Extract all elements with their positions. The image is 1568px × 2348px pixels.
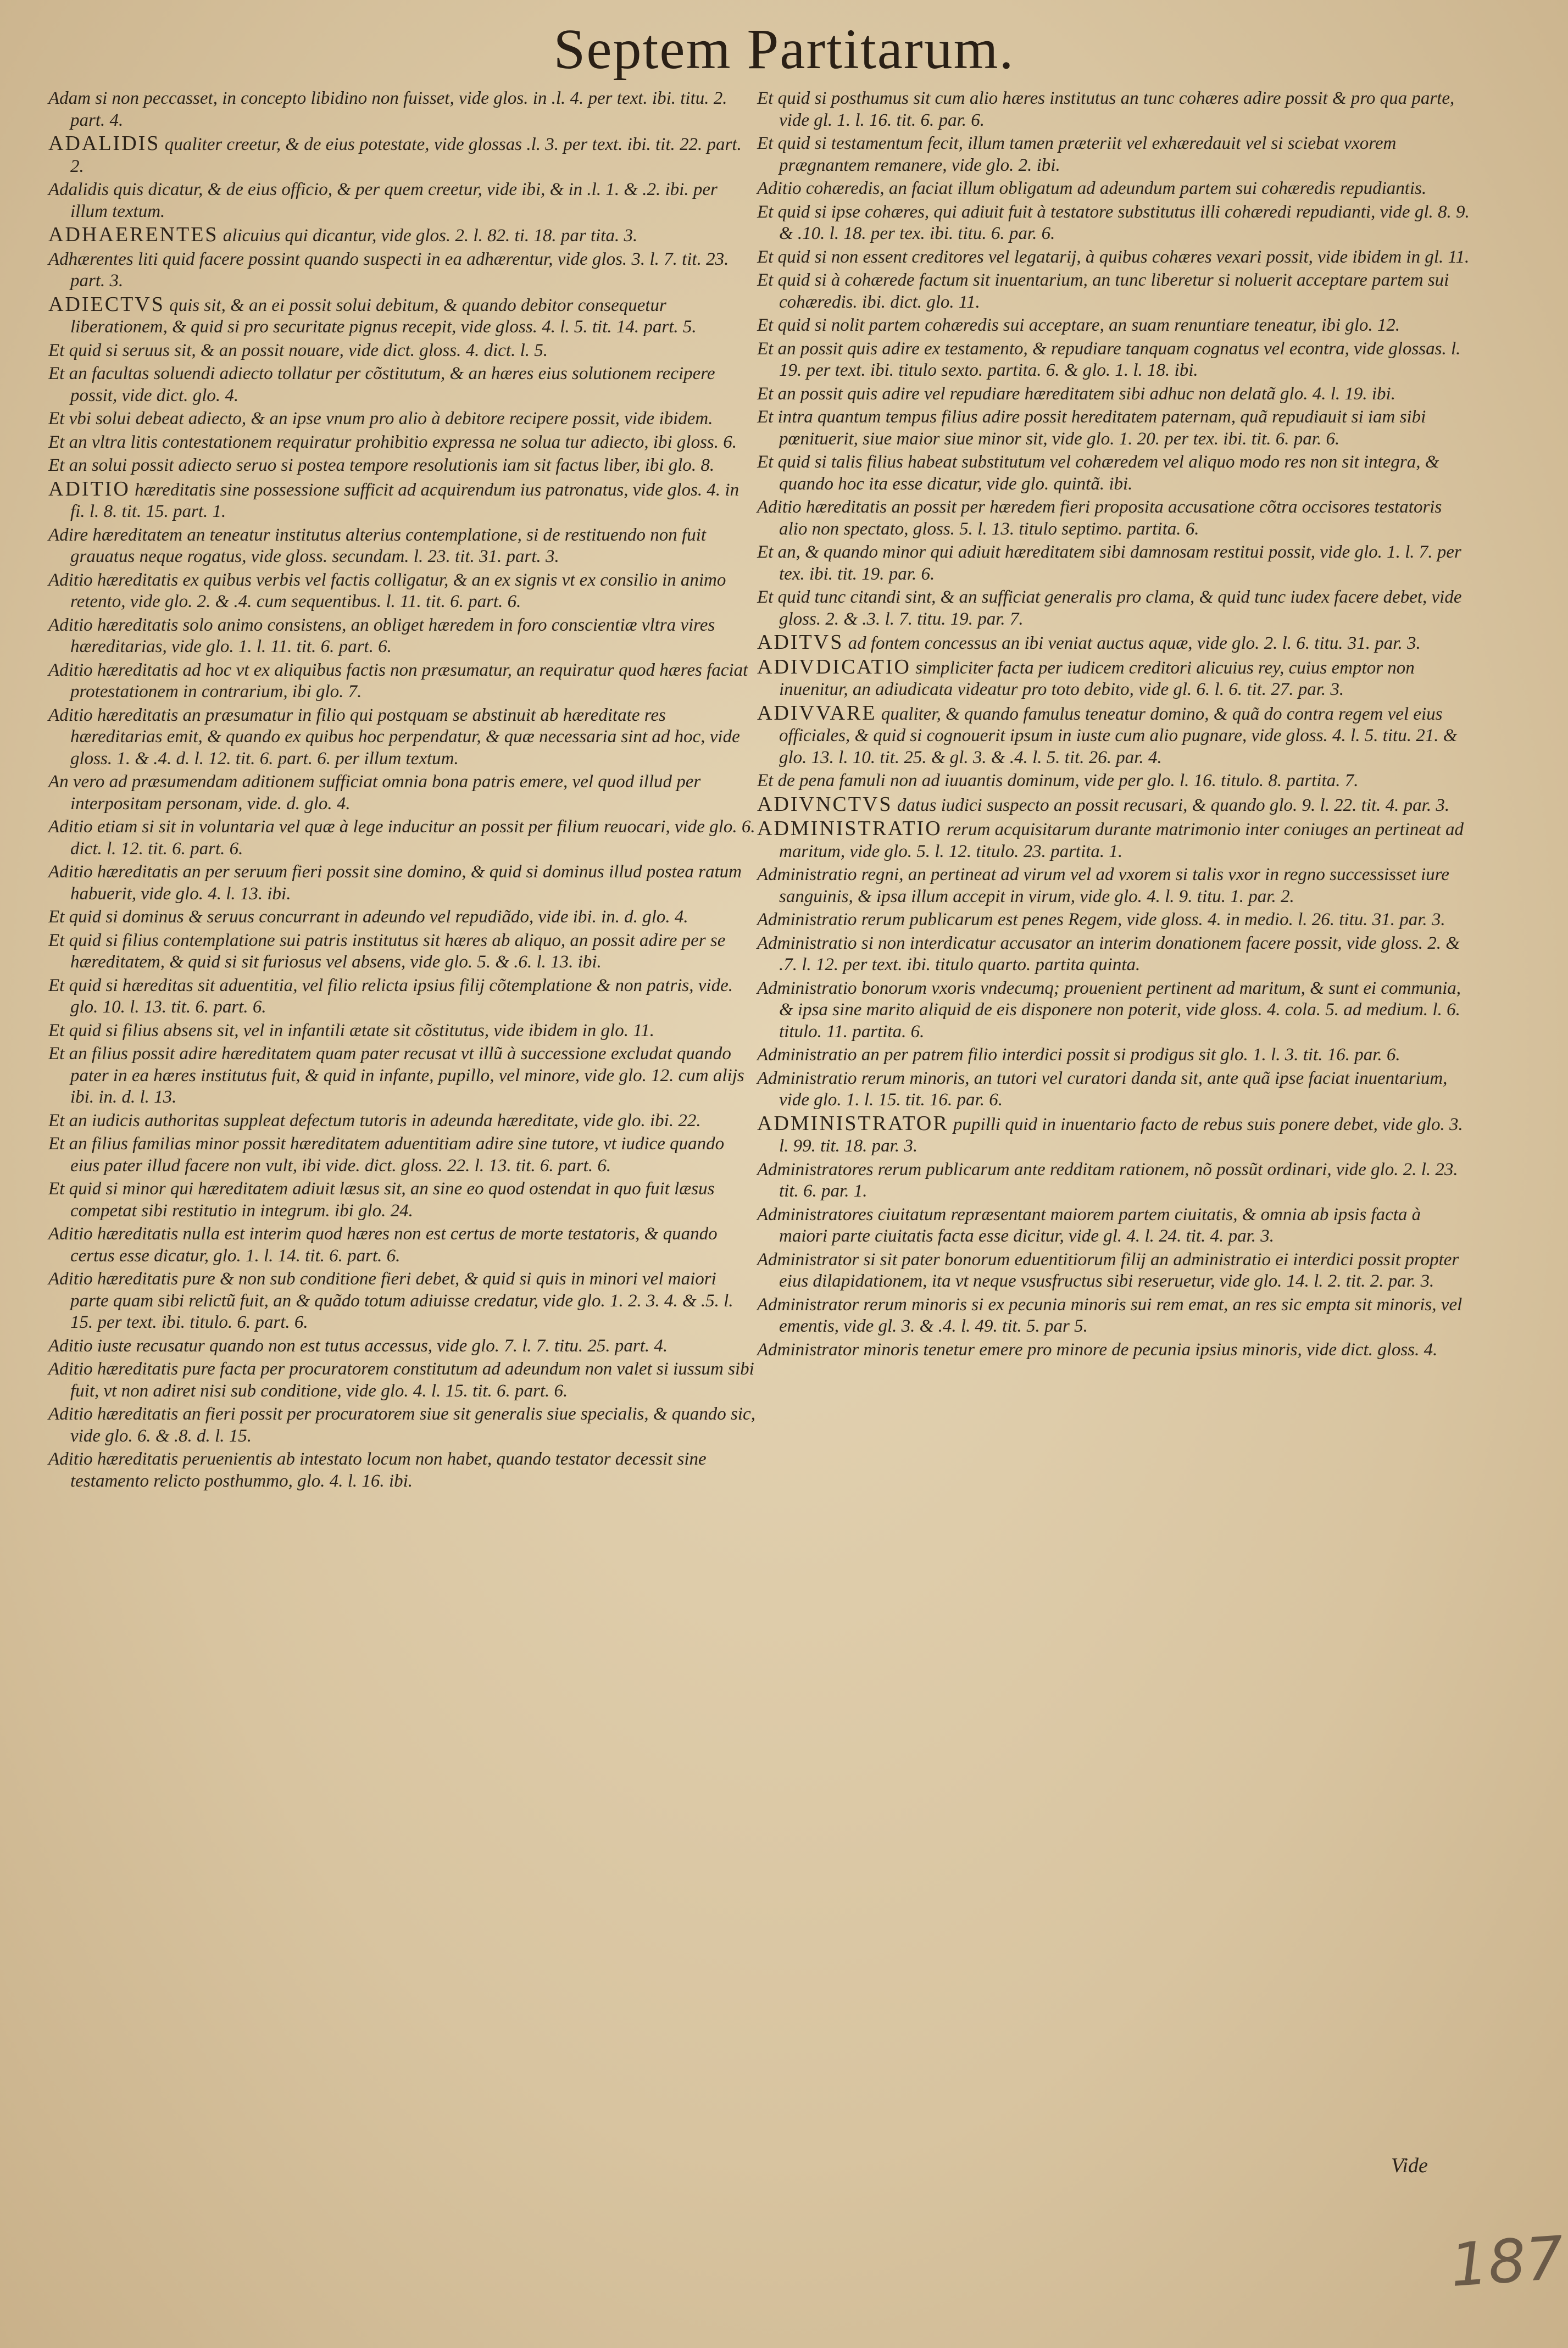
- index-entry: [48, 861, 757, 905]
- index-entry: [48, 1020, 757, 1042]
- index-entry: [757, 818, 1471, 863]
- index-entry: [48, 1043, 757, 1109]
- entry-text: Et an filius familias minor possit hæreditatem aduentitiam adire sine tutore, vt iudice quando eius pater illud facere non vult, ibi vide. dict. gloss. 22. l. 13. tit. 6. part. 6.: [48, 1134, 725, 1176]
- index-entry: [48, 1359, 757, 1402]
- index-entry: [48, 570, 757, 613]
- index-entry: [48, 975, 757, 1019]
- index-entry: [757, 452, 1471, 495]
- index-entry: [48, 1223, 757, 1267]
- entry-text: Et de pena famuli non ad iuuantis dominum, vide per glo. l. 16. titulo. 8. partita. 7.: [757, 771, 1359, 791]
- entry-text: Aditio hæreditatis pure facta per procuratorem constitutum ad adeundum non valet si iussum sibi fuit, vt non adiret nisi sub conditione, vide glo. 4. l. 15. tit. 6. part. 6.: [48, 1359, 754, 1401]
- index-entry: [757, 1204, 1471, 1248]
- index-entry: [48, 615, 757, 658]
- index-entry: [757, 978, 1471, 1043]
- index-entry: [48, 294, 757, 338]
- index-entry: [757, 315, 1471, 337]
- entry-text: Et an facultas soluendi adiecto tollatur per cõstitutum, & an hæres eius solutionem recipere possit, vide dict. glo. 4.: [48, 364, 715, 405]
- index-entry: [48, 363, 757, 407]
- index-entry: [48, 249, 757, 292]
- entry-keyword: ADMINISTRATOR: [757, 1111, 949, 1135]
- entry-text: Administratio rerum minoris, an tutori vel curatori danda sit, ante quã ipse faciat inuentarium, vide glo. 1. l. 15. tit. 16. par. 6.: [757, 1068, 1448, 1110]
- index-entry: [48, 660, 757, 703]
- index-entry: [48, 1449, 757, 1492]
- entry-text: ad fontem concessus an ibi veniat auctus aquæ, vide glo. 2. l. 6. titu. 31. par. 3.: [843, 633, 1421, 653]
- entry-text: qualiter creetur, & de eius potestate, vide glossas .l. 3. per text. ibi. tit. 22. part. 2.: [70, 135, 742, 176]
- index-entry: [757, 1249, 1471, 1293]
- index-entry: [757, 1294, 1471, 1338]
- entry-text: pupilli quid in inuentario facto de rebus suis ponere debet, vide glo. 3. l. 99. tit. 18. par. 3.: [779, 1114, 1463, 1156]
- entry-keyword: ADMINISTRATIO: [757, 817, 942, 840]
- entry-text: Et quid si à cohærede factum sit inuentarium, an tunc liberetur si noluerit acceptare partem sui cohæredis. ibi. dict. glo. 11.: [757, 270, 1449, 312]
- entry-text: qualiter, & quando famulus teneatur domino, & quã do contra regem vel eius officiales, & quid si cognouerit ipsum in iuste cum alio pugnare, vide gloss. 4. l. 5. titu. 21. & glo. 13. l. 10. tit. 25. & gl. 3. & .4. l. 5. tit. 26. par. 4.: [779, 704, 1458, 767]
- entry-text: Adalidis quis dicatur, & de eius officio, & per quem creetur, vide ibi, & in .l. 1. & .2. ibi. per illum textum.: [48, 180, 718, 221]
- entry-text: Aditio hæreditatis an possit per hæredem fieri proposita accusatione cõtra occisores testatoris alio non spectato, gloss. 5. l. 13. titulo septimo. partita. 6.: [757, 497, 1442, 539]
- entry-text: Administratores ciuitatum repræsentant maiorem partem ciuitatis, & omnia ab ipsis facta à maiori parte ciuitatis facta esse dicitur, vide gl. 4. l. 24. tit. 4. par. 3.: [757, 1204, 1421, 1246]
- entry-keyword: ADIVDICATIO: [757, 655, 911, 678]
- index-entry: [48, 525, 757, 568]
- entry-keyword: ADIVVARE: [757, 701, 877, 725]
- index-entry: [757, 1068, 1471, 1111]
- entry-text: Et quid si dominus & seruus concurrant in adeundo vel repudiãdo, vide ibi. in. d. glo. 4.: [48, 907, 688, 927]
- entry-text: Et intra quantum tempus filius adire possit hereditatem paternam, quã repudiauit si iam sibi pœnituerit, siue maior siue minor sit, vide glo. 1. 20. per tex. ibi. tit. 6. par. 6.: [757, 407, 1426, 449]
- entry-text: Aditio hæreditatis an per seruum fieri possit sine domino, & quid si dominus illud postea ratum habuerit, vide glo. 4. l. 13. ibi.: [48, 862, 742, 904]
- entry-text: Administratores rerum publicarum ante redditam rationem, nõ possũt ordinari, vide glo. 2. l. 23. tit. 6. par. 1.: [757, 1159, 1458, 1201]
- index-entry: [757, 407, 1471, 450]
- index-entry: [48, 1404, 757, 1447]
- index-entry: [48, 1178, 757, 1222]
- index-entry: [757, 247, 1471, 269]
- index-entry: [48, 88, 757, 131]
- index-entry: [757, 88, 1471, 131]
- index-entry: [757, 909, 1471, 931]
- index-entry: [757, 383, 1471, 405]
- index-entry: [757, 338, 1471, 382]
- entry-text: Et vbi solui debeat adiecto, & an ipse vnum pro alio à debitore recipere possit, vide ibidem.: [48, 409, 713, 429]
- entry-text: Aditio hæreditatis an fieri possit per procuratorem siue sit generalis siue specialis, & quando sic, vide glo. 6. & .8. d. l. 15.: [48, 1404, 755, 1446]
- index-entry: [757, 703, 1471, 769]
- entry-text: simpliciter facta per iudicem creditori alicuius rey, cuius emptor non inuenitur, an adiudicata videatur pro toto debito, vide gl. 6. l. 6. tit. 27. par. 3.: [779, 658, 1415, 699]
- entry-text: Et quid si filius contemplatione sui patris institutus sit hæres ab aliquo, an possit adire per se hæreditatem, & quid si sit furiosus vel absens, vide glo. 5. & .6. l. 13. ibi.: [48, 930, 726, 972]
- entry-text: Et quid si talis filius habeat substitutum vel cohæredem vel aliquo modo res non sit integra, & quando hoc ita esse dicatur, vide glo. quintã. ibi.: [757, 452, 1439, 494]
- index-entry: [757, 933, 1471, 976]
- entry-text: Et quid si ipse cohæres, qui adiuit fuit à testatore substitutus illi cohæredi repudianti, vide gl. 8. 9. & .10. l. 18. per tex. ibi. titu. 6. par. 6.: [757, 202, 1470, 243]
- entry-keyword: ADHAERENTES: [48, 223, 219, 246]
- entry-text: Et quid si filius absens sit, vel in infantili ætate sit cõstitutus, vide ibidem in glo. 11.: [48, 1020, 655, 1041]
- index-entry: [48, 133, 757, 177]
- entry-text: hæreditatis sine possessione sufficit ad acquirendum ius patronatus, vide glos. 4. in fi. l. 8. tit. 15. part. 1.: [70, 480, 739, 521]
- entry-text: Aditio hæreditatis solo animo consistens, an obliget hæredem in foro conscientiæ vltra vires hæreditarias, vide glo. 1. l. 11. tit. 6. part. 6.: [48, 615, 715, 656]
- entry-text: Adire hæreditatem an teneatur institutus alterius contemplatione, si de restituendo non fuit grauatus neque rogatus, vide gloss. secundam. l. 23. tit. 31. part. 3.: [48, 525, 707, 566]
- index-entry: [757, 542, 1471, 585]
- index-entry: [48, 1268, 757, 1334]
- index-entry: [757, 270, 1471, 313]
- index-entry: [48, 1110, 757, 1132]
- running-head: Septem Partitarum.: [553, 18, 1015, 81]
- entry-text: Aditio cohæredis, an faciat illum obligatum ad adeundum partem sui cohæredis repudiantis.: [757, 179, 1427, 198]
- entry-keyword: ADIECTVS: [48, 292, 165, 316]
- entry-text: Et quid si minor qui hæreditatem adiuit læsus sit, an sine eo quod ostendat in quo fuit læsus competat sibi restitutio in integrum. ibi glo. 24.: [48, 1179, 715, 1221]
- entry-text: Administratio an per patrem filio interdici possit si prodigus sit glo. 1. l. 3. tit. 16. par. 6.: [757, 1045, 1400, 1065]
- index-entry: [757, 587, 1471, 630]
- entry-text: Et quid si non essent creditores vel legatarij, à quibus cohæres vexari possit, vide ibidem in gl. 11.: [757, 247, 1470, 267]
- entry-text: Administrator minoris tenetur emere pro minore de pecunia ipsius minoris, vide dict. gloss. 4.: [757, 1339, 1438, 1360]
- entry-keyword: ADITVS: [757, 631, 844, 654]
- entry-text: Et quid si nolit partem cohæredis sui acceptare, an suam renuntiare teneatur, ibi glo. 12.: [757, 315, 1400, 335]
- entry-text: Aditio hæreditatis ad hoc vt ex aliquibus factis non præsumatur, an requiratur quod hæres faciat protestationem in contrarium, ibi glo. 7.: [48, 660, 748, 702]
- index-entry: [757, 1113, 1471, 1158]
- entry-text: rerum acquisitarum durante matrimonio inter coniuges an pertineat ad maritum, vide glo. 5. l. 12. titulo. 23. partita. 1.: [779, 820, 1464, 861]
- index-entry: [48, 478, 757, 523]
- catchword: Vide: [1391, 2154, 1428, 2177]
- index-entry: [48, 816, 757, 860]
- index-entry: [48, 1336, 757, 1357]
- entry-text: Et an possit quis adire ex testamento, & repudiare tanquam cognatus vel econtra, vide glossas. l. 19. per text. ibi. titulo sexto. partita. 6. & glo. 1. l. 18. ibi.: [757, 338, 1461, 380]
- index-entry: [48, 179, 757, 222]
- index-entry: [757, 497, 1471, 540]
- entry-text: Et an vltra litis contestationem requiratur prohibitio expressa ne solua tur adiecto, ibi gloss. 6.: [48, 432, 737, 452]
- entry-text: quis sit, & an ei possit solui debitum, & quando debitor consequetur liberationem, & quid si pro securitate pignus recepit, vide gloss. 4. l. 5. tit. 14. part. 5.: [70, 295, 697, 337]
- index-entry: [48, 340, 757, 362]
- entry-text: datus iudici suspecto an possit recusari, & quando glo. 9. l. 22. tit. 4. par. 3.: [892, 795, 1450, 815]
- entry-keyword: ADALIDIS: [48, 132, 160, 155]
- entry-text: Et quid si testamentum fecit, illum tamen præteriit vel exhæredauit vel si sciebat vxorem prægnantem remanere, vide glo. 2. ibi.: [757, 133, 1397, 175]
- index-entry: [757, 864, 1471, 908]
- entry-text: Aditio hæreditatis an præsumatur in filio qui postquam se abstinuit ab hæreditate res hæreditarias emit, & quando ex quibus hoc perpendatur, & quæ necessaria sint ad hoc, vide gloss. 1. & .4. d. l. 12. tit. 6. part. 6. per illum textum.: [48, 705, 740, 769]
- left-column: [48, 88, 757, 1494]
- index-entry: [48, 224, 757, 247]
- entry-text: Et an possit quis adire vel repudiare hæreditatem sibi adhuc non delatã glo. 4. l. 19. ibi.: [757, 383, 1395, 404]
- index-entry: [757, 656, 1471, 701]
- entry-text: Aditio iuste recusatur quando non est tutus accessus, vide glo. 7. l. 7. titu. 25. part. 4.: [48, 1336, 668, 1356]
- entry-text: Et quid si hæreditas sit aduentitia, vel filio relicta ipsius filij cõtemplatione & non patris, vide. glo. 10. l. 13. tit. 6. part. 6.: [48, 975, 733, 1017]
- index-entry: [757, 632, 1471, 655]
- entry-text: An vero ad præsumendam aditionem sufficiat omnia bona patris emere, vel quod illud per interpositam personam, vide. d. glo. 4.: [48, 772, 701, 814]
- entry-text: Aditio hæreditatis ex quibus verbis vel factis colligatur, & an ex signis vt ex consilio in animo retento, vide glo. 2. & .4. cum sequentibus. l. 11. tit. 6. part. 6.: [48, 570, 726, 611]
- index-entry: [757, 178, 1471, 200]
- index-entry: [48, 906, 757, 928]
- entry-text: Administrator si sit pater bonorum eduentitiorum filij an administratio ei interdici possit propter eius dilapidationem, ita vt neque vsusfructus sibi reseruetur, vide glo. 14. l. 2. tit. 2. par. 3.: [757, 1249, 1459, 1291]
- index-entry: [757, 1339, 1471, 1361]
- right-column: [757, 88, 1471, 1362]
- entry-keyword: ADIVNCTVS: [757, 792, 893, 816]
- entry-text: Aditio hæreditatis nulla est interim quod hæres non est certus de morte testatoris, & quando certus esse dicatur, glo. 1. l. 14. tit. 6. part. 6.: [48, 1224, 718, 1266]
- index-entry: [48, 1133, 757, 1177]
- index-entry: [757, 1044, 1471, 1066]
- entry-text: Et quid tunc citandi sint, & an sufficiat generalis pro clama, & quid tunc iudex facere debet, vide gloss. 2. & .3. l. 7. titu. 19. par. 7.: [757, 587, 1462, 629]
- entry-text: Administratio si non interdicatur accusator an interim donationem facere possit, vide gloss. 2. & .7. l. 12. per text. ibi. titulo quarto. partita quinta.: [757, 933, 1460, 975]
- entry-text: Et an, & quando minor qui adiuit hæreditatem sibi damnosam restitui possit, vide glo. 1. l. 7. per tex. ibi. tit. 19. par. 6.: [757, 542, 1461, 584]
- index-entry: [757, 1159, 1471, 1203]
- index-entry: [757, 794, 1471, 817]
- entry-text: alicuius qui dicantur, vide glos. 2. l. 82. ti. 18. par tita. 3.: [218, 226, 638, 246]
- index-entry: [48, 930, 757, 973]
- entry-text: Aditio hæreditatis pure & non sub conditione fieri debet, & quid si quis in minori vel maiori parte quam sibi relictũ fuit, an & quãdo totum adiuisse credatur, vide glo. 1. 2. 3. 4. & .5. l. 15. per text. ibi. titulo. 6. part. 6.: [48, 1269, 733, 1332]
- entry-text: Adam si non peccasset, in concepto libidino non fuisset, vide glos. in .l. 4. per text. ibi. titu. 2. part. 4.: [48, 88, 727, 130]
- entry-text: Administratio rerum publicarum est penes Regem, vide gloss. 4. in medio. l. 26. titu. 31. par. 3.: [757, 910, 1445, 930]
- entry-text: Et quid si seruus sit, & an possit nouare, vide dict. gloss. 4. dict. l. 5.: [48, 340, 548, 360]
- entry-text: Et quid si posthumus sit cum alio hæres institutus an tunc cohæres adire possit & pro qua parte, vide gl. 1. l. 16. tit. 6. par. 6.: [757, 88, 1455, 130]
- folio-number: 187: [1448, 2223, 1566, 2301]
- entry-text: Adhærentes liti quid facere possint quando suspecti in ea adhærentur, vide glos. 3. l. 7. tit. 23. part. 3.: [48, 249, 729, 291]
- index-entry: [757, 770, 1471, 792]
- index-entry: [757, 202, 1471, 245]
- index-entry: [48, 771, 757, 815]
- entry-keyword: ADITIO: [48, 477, 130, 500]
- index-entry: [48, 705, 757, 770]
- entry-text: Administrator rerum minoris si ex pecunia minoris sui rem emat, an res sic empta sit minoris, vel ementis, vide gl. 3. & .4. l. 49. tit. 5. par 5.: [757, 1294, 1463, 1336]
- entry-text: Et an iudicis authoritas suppleat defectum tutoris in adeunda hæreditate, vide glo. ibi. 22.: [48, 1110, 701, 1131]
- entry-text: Aditio hæreditatis peruenientis ab intestato locum non habet, quando testator decessit sine testamento relicto posthummo, glo. 4. l. 16. ibi.: [48, 1449, 707, 1491]
- index-entry: [48, 455, 757, 477]
- index-entry: [48, 408, 757, 430]
- entry-text: Et an solui possit adiecto seruo si postea tempore resolutionis iam sit factus liber, ibi glo. 8.: [48, 455, 715, 475]
- index-entry: [48, 432, 757, 454]
- entry-text: Et an filius possit adire hæreditatem quam pater recusat vt illũ à successione excludat quando pater in ea hæres institutus fuit, & quid in infante, pupillo, vel minore, vide glo. 12. cum alijs ibi. in. d. l. 13.: [48, 1044, 744, 1107]
- entry-text: Aditio etiam si sit in voluntaria vel quæ à lege inducitur an possit per filium reuocari, vide glo. 6. dict. l. 12. tit. 6. part. 6.: [48, 817, 755, 859]
- index-entry: [757, 133, 1471, 176]
- entry-text: Administratio regni, an pertineat ad virum vel ad vxorem si talis vxor in regno successisset iure sanguinis, & ipsa illum accepit in virum, vide glo. 4. l. 9. titu. 1. par. 2.: [757, 865, 1449, 906]
- entry-text: Administratio bonorum vxoris vndecumq; prouenient pertinent ad maritum, & sunt ei communia, & ipsa sine marito aliquid de eis disponere non poterit, vide gloss. 4. cola. 5. ad medium. l. 6. titulo. 11. partita. 6.: [757, 978, 1461, 1042]
